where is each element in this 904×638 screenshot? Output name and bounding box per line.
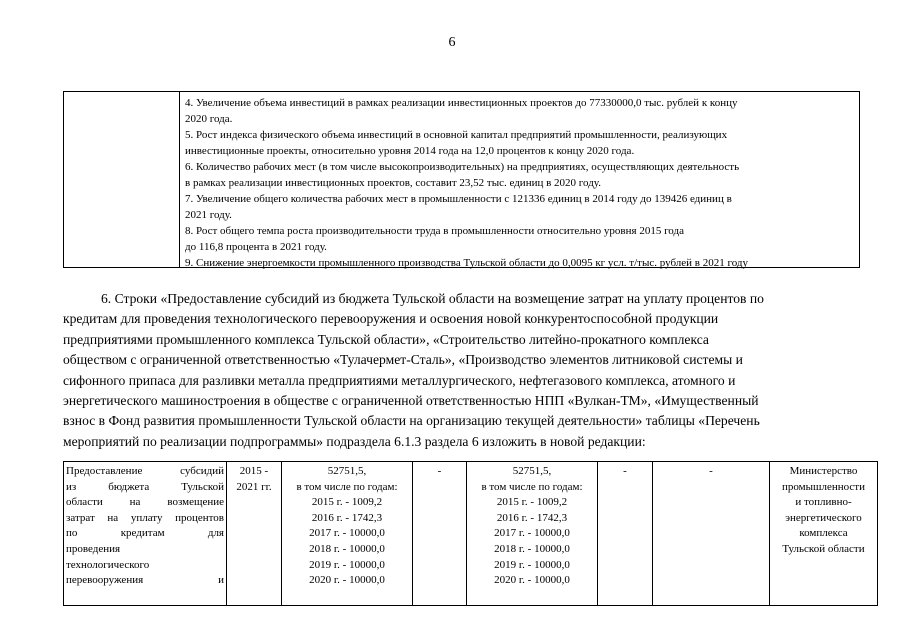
indicator-item: [185, 159, 855, 191]
responsible-cell: [770, 462, 878, 606]
paragraph-line: обществом с ограниченной ответственностью «Тулачермет-Сталь», «Производство элементов литниковой системы и: [63, 352, 743, 368]
cell-line: 2015 г. - 1009,2: [496, 496, 568, 509]
indicator-item: [185, 95, 855, 127]
cell-line: технологического: [66, 558, 150, 571]
municipal-budget-cell: -: [598, 462, 653, 606]
cell-line: затрат на уплату процентов: [66, 511, 224, 524]
indicator-line: до 116,8 процента в 2021 году.: [185, 241, 327, 253]
cell-line: 2016 г. - 1742,3: [496, 511, 568, 524]
cell-line: промышленности: [782, 480, 865, 493]
cell-line: 2015 г. - 1009,2: [311, 496, 383, 509]
cell-line: в том числе по годам:: [481, 480, 583, 493]
extra-budget-cell: -: [653, 462, 770, 606]
indicator-line: 5. Рост индекса физического объема инвестиций в основной капитал предприятий промышленности, реализующих: [185, 129, 728, 141]
cell-line: 2020 г. - 10000,0: [309, 574, 385, 587]
indicator-item: [185, 127, 855, 159]
cell-line: из бюджета Тульской: [66, 480, 224, 493]
cell-line: в том числе по годам:: [296, 480, 398, 493]
federal-budget-cell: -: [413, 462, 467, 606]
indicator-line: 9. Снижение энергоемкости промышленного производства Тульской области до 0,0095 кг усл. т/тыс. рублей в 2021 году: [185, 257, 749, 269]
cell-line: 52751,5,: [512, 465, 552, 477]
indicator-item: [185, 191, 855, 223]
indicator-line: 2021 году.: [185, 209, 232, 221]
paragraph-line: энергетического машиностроения в обществе с ограниченной ответственностью НПП «Вулкан-ТМ», «Имущественный: [63, 393, 759, 409]
cell-line: 2016 г. - 1742,3: [311, 511, 383, 524]
indicators-table: [63, 91, 860, 268]
cell-line: по кредитам для: [66, 527, 224, 540]
paragraph-line: мероприятий по реализации подпрограммы» подраздела 6.1.3 раздела 6 изложить в новой редакции:: [63, 433, 646, 449]
cell-line: проведения: [66, 542, 121, 555]
cell-line: и топливно-: [795, 496, 852, 509]
indicator-line: 6. Количество рабочих мест (в том числе высокопроизводительных) на предприятиях, осуществляющих деятельность: [185, 161, 740, 173]
indicators-list: [185, 95, 855, 271]
regional-budget-cell: [467, 462, 598, 606]
cell-line: энергетического: [785, 511, 862, 524]
cell-line: Предоставление субсидий: [66, 465, 224, 477]
page-number: 6: [448, 35, 456, 50]
indicator-line: в рамках реализации инвестиционных проектов, составит 23,52 тыс. единиц в 2020 году.: [185, 177, 601, 189]
cell-line: 2018 г. - 10000,0: [309, 542, 385, 555]
cell-line: Тульской области: [782, 542, 865, 555]
table-row: [64, 462, 878, 606]
indicator-line: 2020 года.: [185, 113, 233, 125]
paragraph-line: 6. Строки «Предоставление субсидий из бюджета Тульской области на возмещение затрат на уплату процентов по: [101, 291, 764, 306]
paragraph-line: сифонного припаса для разливки металла предприятиями металлургического, нефтегазового комплекса, атомного и: [63, 372, 736, 388]
indicator-item: [185, 255, 855, 271]
indicators-label-cell: [64, 92, 180, 267]
cell-line: 2017 г. - 10000,0: [494, 527, 570, 540]
paragraph-line: предприятиями промышленного комплекса Тульской области», «Строительство литейно-прокатного комплекса: [63, 331, 709, 347]
paragraph-line: кредитам для проведения технологического перевооружения и освоения новой конкурентоспособной продукции: [63, 311, 719, 327]
cell-line: Министерство: [789, 465, 858, 477]
indicator-item: [185, 223, 855, 255]
indicator-line: 8. Рост общего темпа роста производительности труда в промышленности относительно уровня 2015 года: [185, 225, 684, 237]
indicator-line: инвестиционные проекты, относительно уровня 2014 года на 12,0 процентов к концу 2020 года.: [185, 145, 635, 157]
cell-line: области на возмещение: [66, 496, 224, 509]
cell-line: 2021 гг.: [236, 480, 272, 493]
cell-line: перевооружения и: [66, 574, 224, 587]
activity-name-cell: [64, 462, 227, 606]
activities-table: [63, 461, 878, 606]
cell-line: 2019 г. - 10000,0: [309, 558, 385, 571]
cell-line: 2020 г. - 10000,0: [494, 574, 570, 587]
cell-line: 2015 -: [239, 465, 269, 477]
indicator-line: 4. Увеличение объема инвестиций в рамках реализации инвестиционных проектов до 77330000,0 тыс. рублей к концу: [185, 97, 738, 109]
cell-line: 2019 г. - 10000,0: [494, 558, 570, 571]
total-funding-cell: [282, 462, 413, 606]
indicator-line: 7. Увеличение общего количества рабочих мест в промышленности с 121336 единиц в 2014 году до 139426 единиц в: [185, 193, 732, 205]
cell-line: комплекса: [799, 527, 848, 540]
cell-line: 2017 г. - 10000,0: [309, 527, 385, 540]
period-cell: [227, 462, 282, 606]
cell-line: 2018 г. - 10000,0: [494, 542, 570, 555]
amendment-paragraph: [63, 289, 849, 452]
paragraph-line: взнос в Фонд развития промышленности Тульской области на организацию текущей деятельности» таблицы «Перечень: [63, 413, 760, 429]
cell-line: 52751,5,: [327, 465, 367, 477]
